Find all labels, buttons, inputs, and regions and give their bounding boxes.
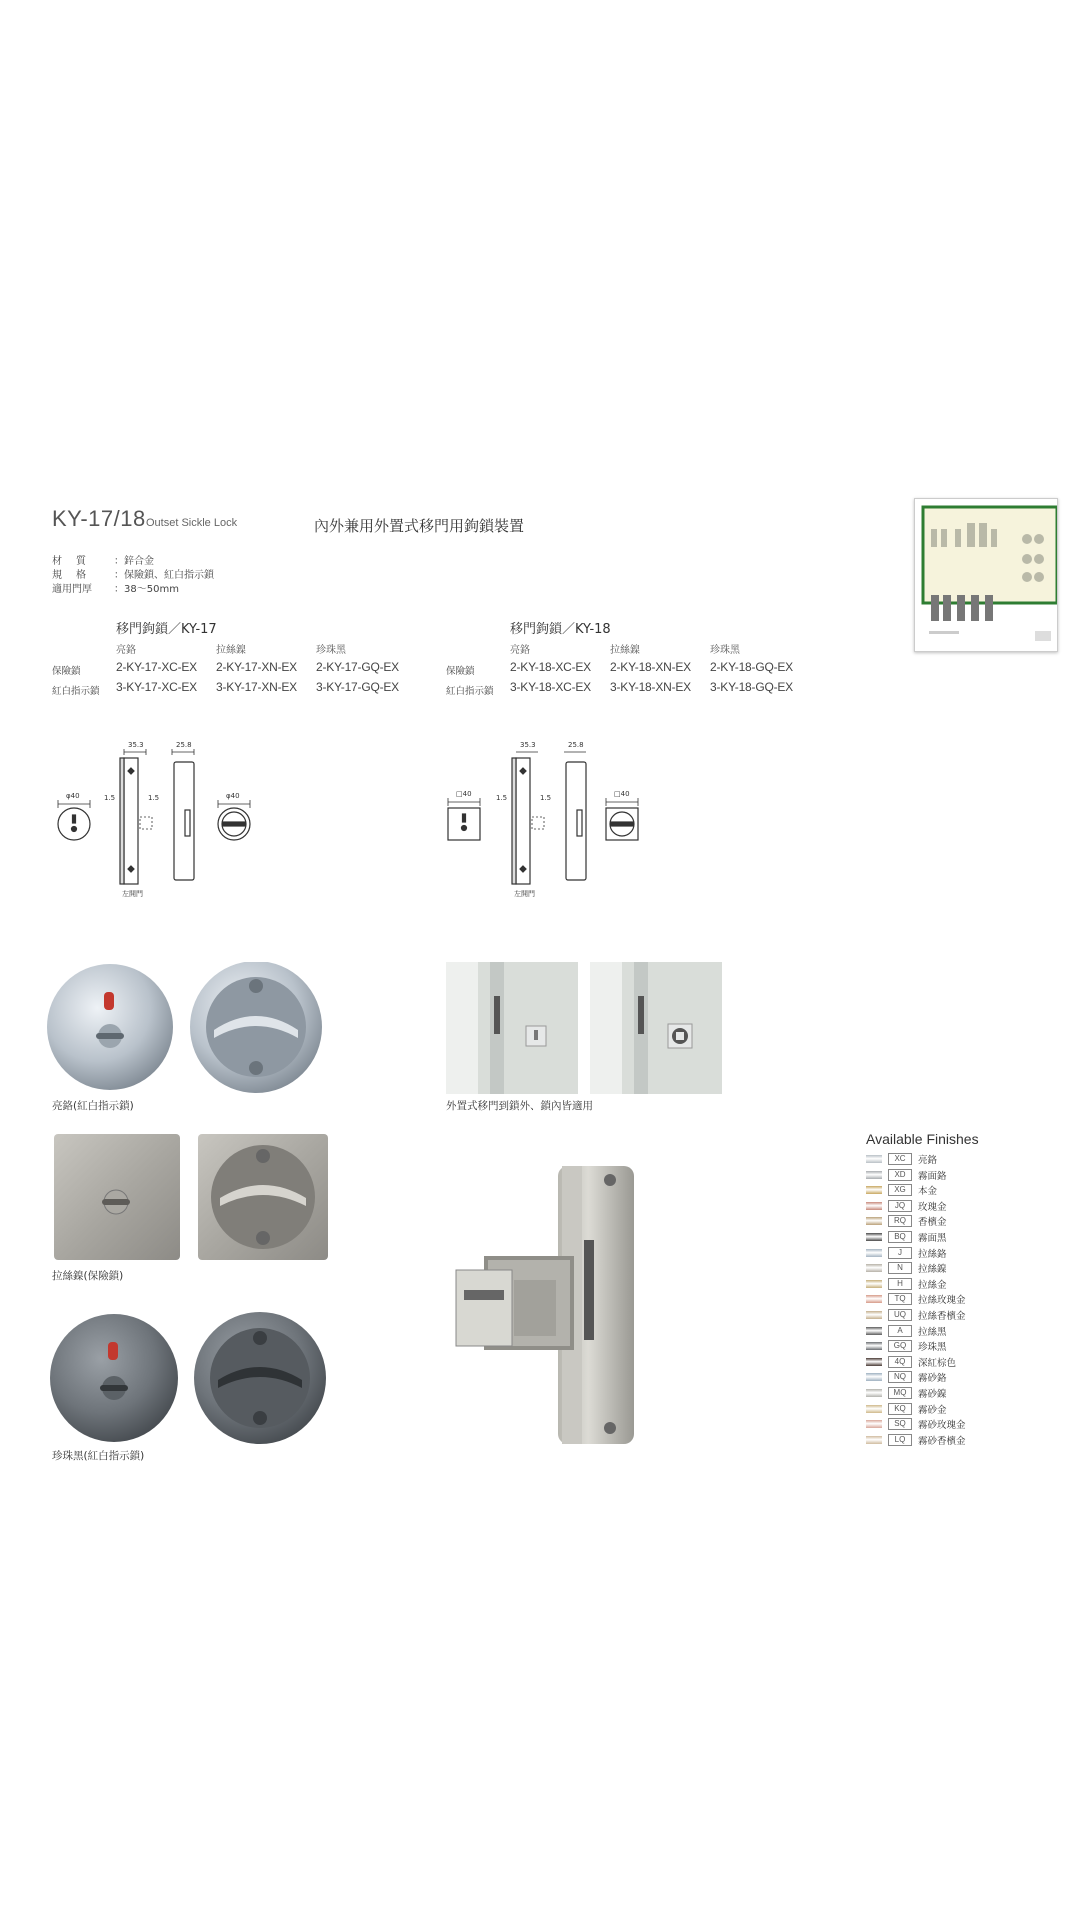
row-label: 保險鎖 [52, 666, 81, 677]
model-code: 2-KY-18-XN-EX [610, 660, 691, 674]
finish-name: 本金 [918, 1186, 938, 1198]
finish-item [866, 1417, 966, 1431]
thumbnail-preview [915, 499, 1057, 651]
finish-item [866, 1230, 947, 1244]
dim-width: 25.8 [568, 741, 584, 749]
finish-swatch [866, 1233, 882, 1241]
finish-item [866, 1292, 966, 1306]
finish-item [866, 1402, 947, 1416]
finish-code: H [888, 1278, 912, 1290]
finish-code: LQ [888, 1434, 912, 1446]
finish-name: 珍珠黑 [918, 1342, 947, 1354]
finish-item [866, 1355, 956, 1369]
finish-code: JQ [888, 1200, 912, 1212]
finish-name: 霧面鉻 [918, 1170, 947, 1182]
finish-swatch [866, 1420, 882, 1428]
finish-item [866, 1183, 937, 1197]
dim-square: □40 [456, 790, 472, 798]
finish-swatch [866, 1373, 882, 1381]
finish-name: 香檳金 [918, 1217, 947, 1229]
finish-code: SQ [888, 1418, 912, 1430]
dim-diameter: φ40 [66, 792, 80, 800]
model-code: 2-KY-17-XC-EX [116, 660, 197, 674]
finish-name: 霧砂鉻 [918, 1373, 947, 1385]
spec-material: 材 質 ：鋅合金 [52, 556, 154, 567]
catalog-thumbnail[interactable] [914, 498, 1058, 652]
finish-item [866, 1261, 947, 1275]
product-title: 內外兼用外置式移門用鉤鎖裝置 [314, 517, 525, 535]
model-code: 3-KY-18-XC-EX [510, 680, 591, 694]
finish-code: XD [888, 1169, 912, 1181]
finish-swatch [866, 1249, 882, 1257]
col-header: 珍珠黑 [710, 645, 740, 656]
finish-code: 4Q [888, 1356, 912, 1368]
finish-item [866, 1277, 947, 1291]
row-label: 紅白指示鎖 [446, 686, 494, 697]
finish-name: 拉絲鎳 [918, 1264, 947, 1276]
dim-thickness: 1.5 [540, 794, 552, 802]
col-header: 拉絲鎳 [610, 645, 640, 656]
finish-item [866, 1370, 947, 1384]
finish-name: 拉絲黑 [918, 1326, 947, 1338]
finish-name: 亮鉻 [918, 1155, 938, 1166]
finish-item [866, 1386, 947, 1400]
finishes-heading: Available Finishes [866, 1131, 979, 1147]
finish-item [866, 1214, 947, 1228]
finish-code: XC [888, 1153, 912, 1165]
finish-item [866, 1152, 937, 1166]
col-header: 珍珠黑 [316, 645, 346, 656]
model-code: 2-KY-17-GQ-EX [316, 660, 399, 674]
drawing-label: 左開門 [514, 890, 535, 898]
dim-thickness: 1.5 [148, 794, 160, 802]
finish-name: 霧面黑 [918, 1233, 947, 1244]
model-code: 2-KY-18-GQ-EX [710, 660, 793, 674]
dim-thickness: 1.5 [496, 794, 508, 802]
col-header: 拉絲鎳 [216, 645, 246, 656]
finish-code: BQ [888, 1231, 912, 1243]
finish-code: XG [888, 1184, 912, 1196]
dim-width: 35.3 [520, 741, 536, 749]
finish-code: A [888, 1325, 912, 1337]
dim-width: 35.3 [128, 741, 144, 749]
finish-swatch [866, 1327, 882, 1335]
finish-item [866, 1433, 966, 1447]
product-code: KY-17/18 [52, 506, 146, 531]
finish-item [866, 1168, 947, 1182]
finish-swatch [866, 1311, 882, 1319]
caption-black: 珍珠黑(紅白指示鎖) [52, 1450, 145, 1462]
finish-swatch [866, 1295, 882, 1303]
finish-code: N [888, 1262, 912, 1274]
finish-swatch [866, 1202, 882, 1210]
dim-diameter: φ40 [226, 792, 240, 800]
photo-nickel-lock [52, 1132, 332, 1262]
finish-swatch [866, 1264, 882, 1272]
dim-thickness: 1.5 [104, 794, 116, 802]
dim-width: 25.8 [176, 741, 192, 749]
finish-swatch [866, 1171, 882, 1179]
photo-black-lock [48, 1312, 338, 1446]
finish-item [866, 1324, 947, 1338]
technical-drawing-ky17 [44, 738, 264, 898]
model-code: 3-KY-17-XC-EX [116, 680, 197, 694]
table-heading-ky17: 移門鉤鎖／KY-17 [116, 622, 217, 637]
product-subtitle: Outset Sickle Lock [146, 517, 238, 529]
finish-swatch [866, 1342, 882, 1350]
finish-name: 霧砂香檳金 [918, 1435, 966, 1447]
finish-code: TQ [888, 1293, 912, 1305]
finish-code: RQ [888, 1215, 912, 1227]
table-heading-ky18: 移門鉤鎖／KY-18 [510, 622, 611, 637]
finish-name: 拉絲金 [918, 1279, 947, 1291]
finish-item [866, 1246, 947, 1260]
finish-code: UQ [888, 1309, 912, 1321]
finish-code: GQ [888, 1340, 912, 1352]
finish-swatch [866, 1389, 882, 1397]
col-header: 亮鉻 [510, 645, 530, 656]
finish-name: 拉絲鉻 [918, 1248, 947, 1260]
finish-name: 霧砂鎳 [918, 1389, 947, 1400]
finish-name: 霧砂玫瑰金 [918, 1420, 966, 1432]
photo-lock-mechanism [454, 1160, 638, 1450]
finish-swatch [866, 1358, 882, 1366]
finish-swatch [866, 1436, 882, 1444]
row-label: 紅白指示鎖 [52, 686, 100, 697]
finish-item [866, 1308, 966, 1322]
photo-chrome-lock [44, 962, 334, 1096]
finish-name: 霧砂金 [918, 1404, 947, 1416]
finish-code: KQ [888, 1403, 912, 1415]
finish-name: 拉絲玫瑰金 [918, 1295, 966, 1307]
model-code: 3-KY-18-XN-EX [610, 680, 691, 694]
finish-name: 深紅棕色 [918, 1357, 957, 1369]
col-header: 亮鉻 [116, 645, 136, 656]
finish-swatch [866, 1405, 882, 1413]
finish-swatch [866, 1155, 882, 1163]
model-code: 3-KY-18-GQ-EX [710, 680, 793, 694]
finish-swatch [866, 1186, 882, 1194]
finish-item [866, 1339, 947, 1353]
technical-drawing-ky18 [436, 738, 656, 898]
model-code: 3-KY-17-GQ-EX [316, 680, 399, 694]
caption-nickel: 拉絲鎳(保險鎖) [52, 1270, 124, 1282]
model-code: 3-KY-17-XN-EX [216, 680, 297, 694]
spec-thickness: 適用門厚 ：38〜50mm [52, 584, 179, 595]
finish-code: NQ [888, 1371, 912, 1383]
spec-type: 規 格 ：保險鎖、紅白指示鎖 [52, 570, 214, 581]
caption-chrome: 亮鉻(紅白指示鎖) [52, 1100, 134, 1112]
model-code: 2-KY-18-XC-EX [510, 660, 591, 674]
row-label: 保險鎖 [446, 666, 475, 677]
drawing-label: 左開門 [122, 890, 143, 898]
finish-swatch [866, 1217, 882, 1225]
dim-square: □40 [614, 790, 630, 798]
finish-code: J [888, 1247, 912, 1259]
finish-swatch [866, 1280, 882, 1288]
finish-name: 玫瑰金 [918, 1201, 947, 1213]
finish-code: MQ [888, 1387, 912, 1399]
finish-item [866, 1199, 947, 1213]
model-code: 2-KY-17-XN-EX [216, 660, 297, 674]
photo-door-installation [446, 962, 722, 1094]
finish-name: 拉絲香檳金 [918, 1311, 966, 1322]
caption-door: 外置式移門到鎖外、鎖內皆適用 [446, 1100, 593, 1112]
